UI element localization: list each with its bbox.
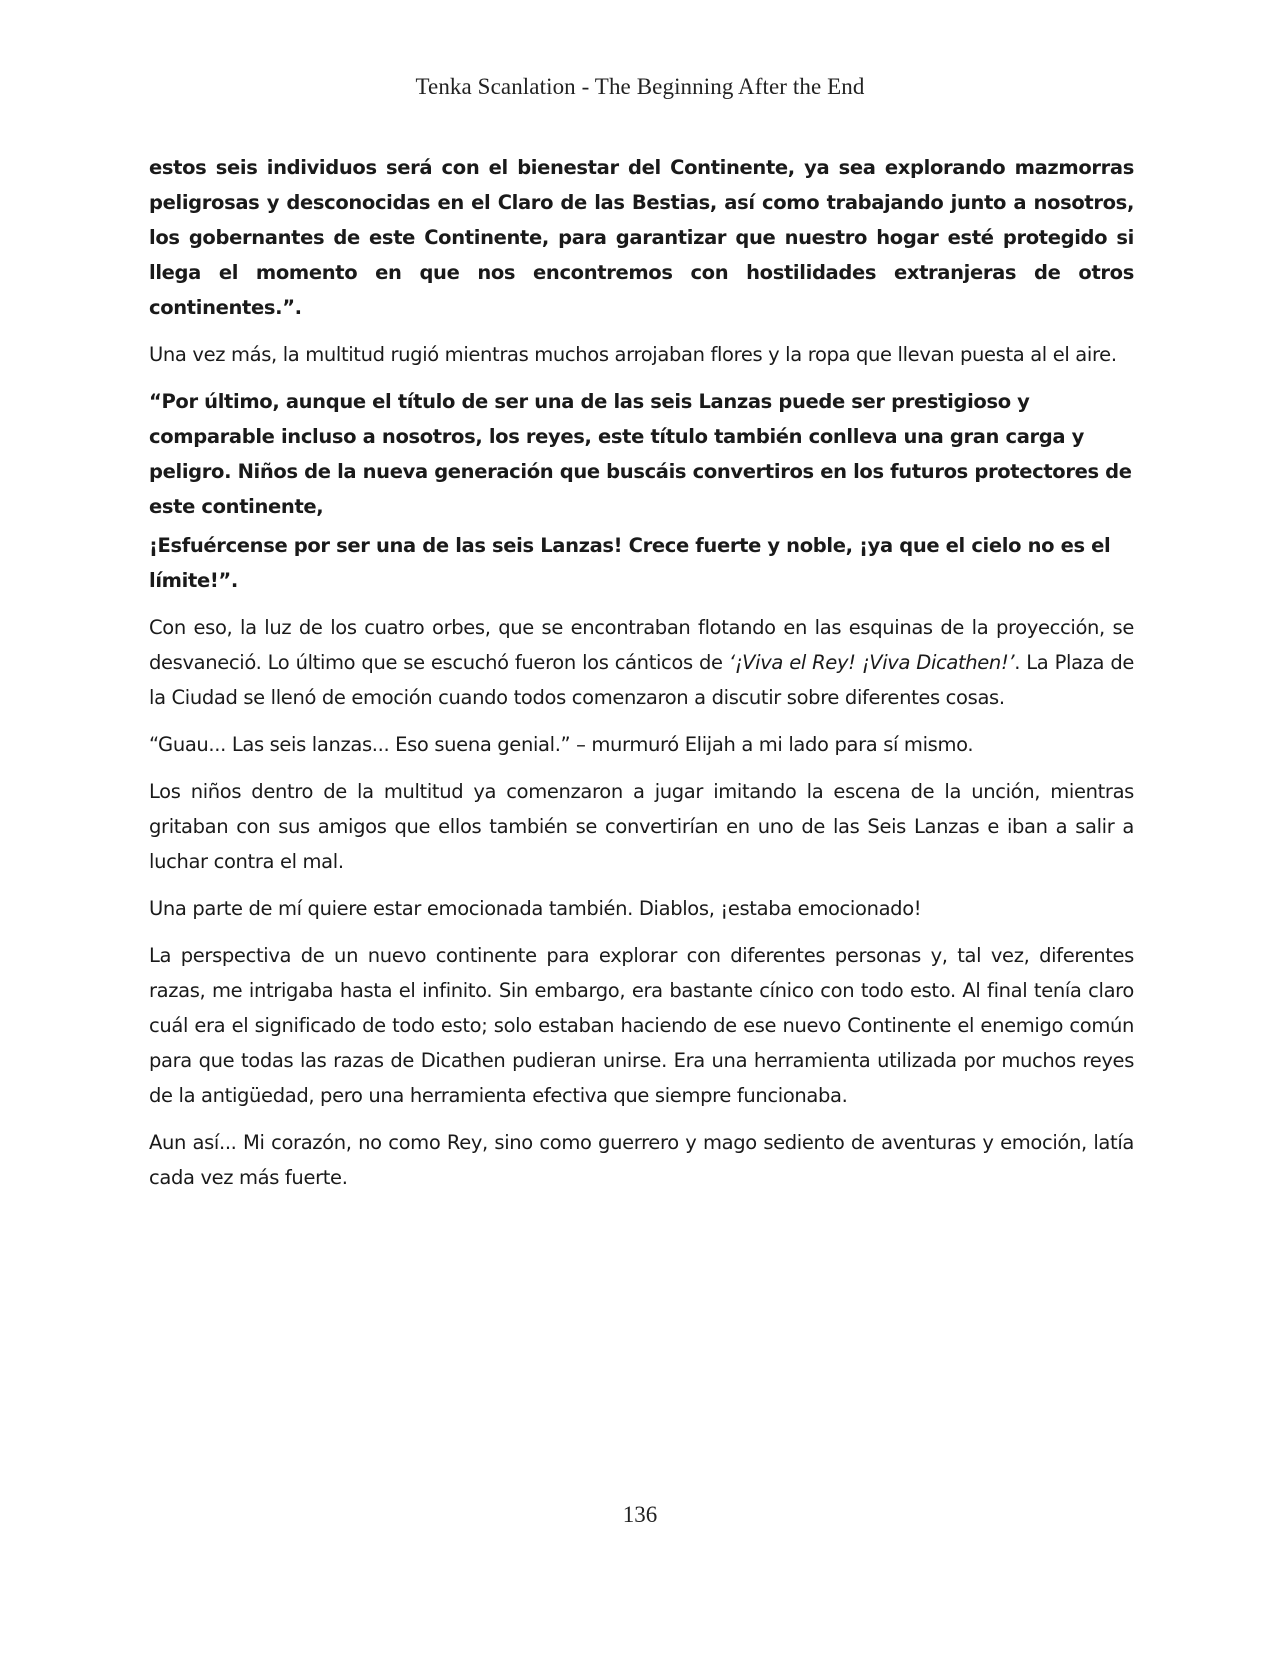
paragraph-children: Los niños dentro de la multitud ya comenzaron a jugar imitando la escena de la unción, mientras gritaban con sus amigos que ellos también se convertirían en uno de las Seis Lanzas e iban a salir a luchar contra el mal. — [149, 780, 1134, 873]
paragraph-orbs-text-2: . La Plaza de la Ciudad se llenó de emoción cuando todos comenzaron a discutir sobre diferentes cosas. — [149, 651, 1135, 709]
running-header: Tenka Scanlation - The Beginning After the End — [415, 74, 865, 99]
paragraph-speech-exhortation: ¡Esfuércense por ser una de las seis Lanzas! Crece fuerte y noble, ¡ya que el cielo no es el límite!”. — [149, 534, 1111, 592]
paragraph-elijah: “Guau... Las seis lanzas... Eso suena genial.” – murmuró Elijah a mi lado para sí mismo. — [149, 733, 974, 756]
paragraph-speech-end: estos seis individuos será con el bienestar del Continente, ya sea explorando mazmorras peligrosas y desconocidas en el Claro de las Bestias, así como trabajando junto a nosotros, los gobernantes de este Continente, para garantizar que nuestro hogar esté protegido si llega el momento en que nos encontremos con hostilidades extranjeras de otros continentes.”. — [149, 156, 1134, 319]
paragraph-speech-final: “Por último, aunque el título de ser una de las seis Lanzas puede ser prestigioso y comparable incluso a nosotros, los reyes, este título también conlleva una gran carga y peligro. Niños de la nueva generación que buscáis convertiros en los futuros protectores de este continente, — [149, 390, 1132, 518]
paragraph-orbs-text-1: Con eso, la luz de los cuatro orbes, que se encontraban flotando en las esquinas de la proyección, se desvaneció. Lo último que se escuchó fueron los cánticos de — [149, 616, 1134, 674]
body-text — [149, 150, 1134, 1207]
paragraph-orbs-vanish — [149, 610, 1134, 715]
paragraph-excited: Una parte de mí quiere estar emocionada también. Diablos, ¡estaba emocionado! — [149, 897, 922, 920]
page-number: 136 — [622, 1502, 658, 1527]
chant-quote: ‘¡Viva el Rey! ¡Viva Dicathen!’ — [728, 651, 1015, 674]
paragraph-perspective: La perspectiva de un nuevo continente para explorar con diferentes personas y, tal vez, diferentes razas, me intrigaba hasta el infinito. Sin embargo, era bastante cínico con todo esto. Al final tenía claro cuál era el significado de todo esto; solo estaban haciendo de ese nuevo Continente el enemigo común para que todas las razas de Dicathen pudieran unirse. Era una herramienta utilizada por muchos reyes de la antigüedad, pero una herramienta efectiva que siempre funcionaba. — [149, 944, 1134, 1107]
paragraph-heart: Aun así... Mi corazón, no como Rey, sino como guerrero y mago sediento de aventuras y emoción, latía cada vez más fuerte. — [149, 1131, 1134, 1189]
paragraph-crowd-roar: Una vez más, la multitud rugió mientras muchos arrojaban flores y la ropa que llevan puesta al el aire. — [149, 343, 1117, 366]
